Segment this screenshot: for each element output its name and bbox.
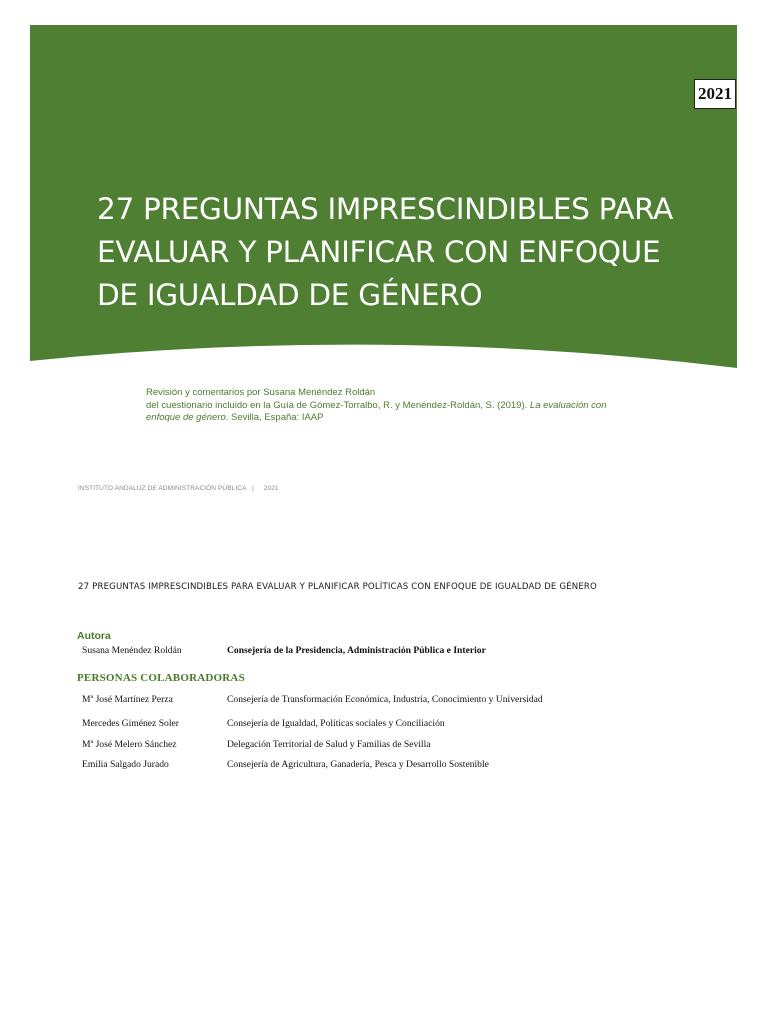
person-name: Mercedes Giménez Soler — [82, 718, 179, 729]
revision-line — [146, 412, 666, 425]
footer-institute: INSTITUTO ANDALUZ DE ADMINISTRACIÓN PÚBLICA — [78, 485, 247, 492]
revision-line: Revisión y comentarios por Susana Menéndez Roldán — [146, 387, 376, 398]
autora-heading: Autora — [77, 630, 111, 642]
person-org: Consejería de Igualdad, Políticas sociales y Conciliación — [227, 718, 445, 729]
person-name: Emilia Salgado Jurado — [82, 759, 169, 770]
cover-title-line: 27 PREGUNTAS IMPRESCINDIBLES PARA — [97, 192, 674, 226]
person-org: Delegación Territorial de Salud y Familias de Sevilla — [227, 739, 431, 750]
revision-line — [146, 400, 666, 413]
person-name: Mª José Martínez Perza — [82, 694, 173, 705]
revision-credit — [146, 387, 666, 425]
page-footer — [78, 485, 279, 492]
person-org: Consejería de Transformación Económica, Industria, Conocimiento y Universidad — [227, 694, 543, 705]
person-name: Mª José Melero Sánchez — [82, 739, 177, 750]
cover-title-line: EVALUAR Y PLANIFICAR CON ENFOQUE — [97, 235, 661, 269]
revision-book-title: La evaluación con — [529, 399, 607, 411]
cover-title — [97, 188, 697, 317]
person-org: Consejería de Agricultura, Ganadería, Pesca y Desarrollo Sostenible — [227, 759, 489, 770]
revision-book-title: enfoque de género — [146, 412, 226, 423]
footer-separator: | — [252, 485, 254, 492]
cover-title-line: DE IGUALDAD DE GÉNERO — [97, 278, 483, 312]
collaborators-heading: PERSONAS COLABORADORAS — [77, 672, 245, 684]
footer-year: 2021 — [263, 485, 279, 492]
revision-text: del cuestionario incluido en la Guía de Gómez-Torralbo, R. y Menéndez-Roldán, S. (2019). — [146, 399, 530, 411]
person-org: Consejería de la Presidencia, Administración Pública e Interior — [227, 645, 486, 656]
page-title: 27 PREGUNTAS IMPRESCINDIBLES PARA EVALUAR Y PLANIFICAR POLÍTICAS CON ENFOQUE DE IGUALDAD DE GÉNERO — [78, 582, 597, 592]
year-badge: 2021 — [694, 79, 736, 109]
revision-text: . Sevilla, España: IAAP — [225, 412, 324, 423]
person-name: Susana Menéndez Roldán — [82, 645, 182, 656]
